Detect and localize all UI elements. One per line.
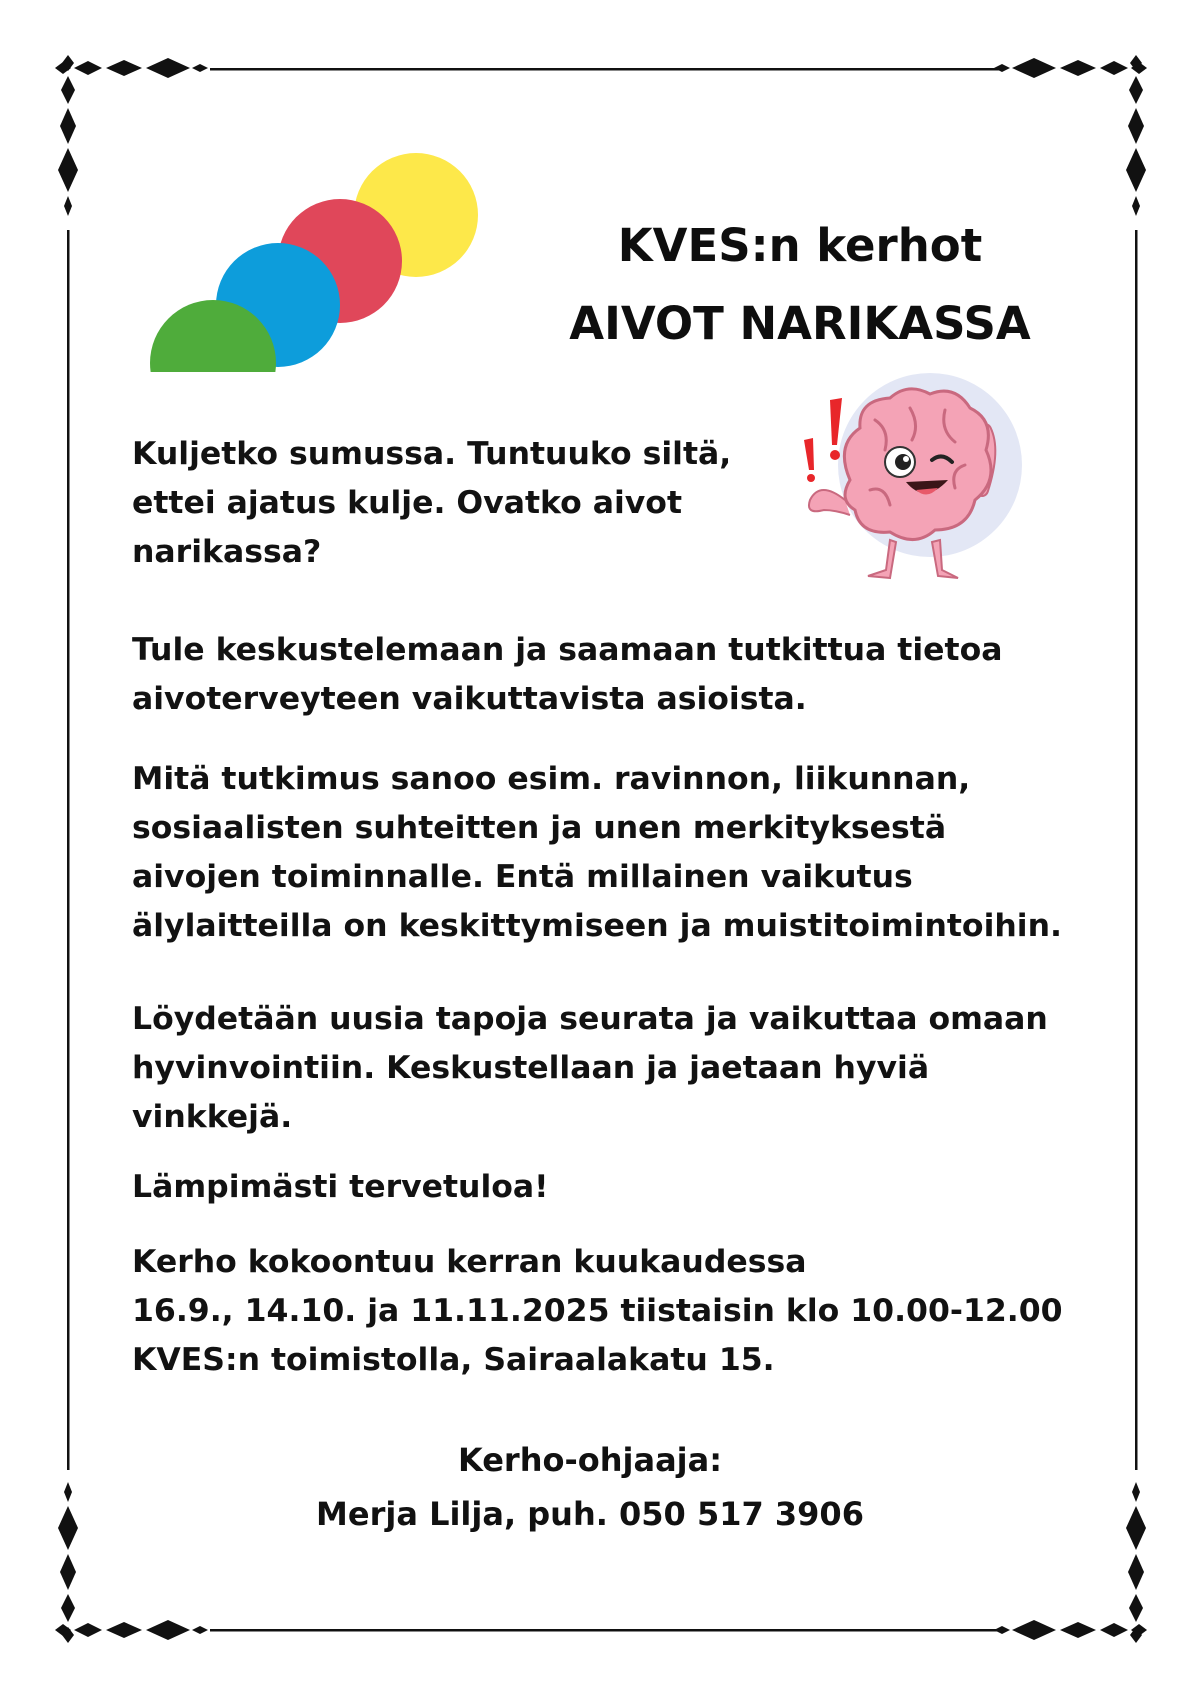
- intro-line: Kuljetko sumussa. Tuntuuko siltä,: [132, 436, 732, 472]
- contact-label: Kerho-ohjaaja:: [457, 1441, 723, 1479]
- welcome-text: Lämpimästi tervetuloa!: [132, 1169, 549, 1205]
- tips-line: hyvinvointiin. Keskustellaan ja jaetaan hyviä: [132, 1050, 930, 1086]
- research-line: Mitä tutkimus sanoo esim. ravinnon, liikunnan,: [132, 761, 971, 797]
- contact-details: Merja Lilja, puh. 050 517 3906: [316, 1495, 864, 1533]
- tips-paragraph: [132, 995, 1048, 1142]
- schedule-line: KVES:n toimistolla, Sairaalakatu 15.: [132, 1342, 775, 1378]
- schedule-line: Kerho kokoontuu kerran kuukaudessa: [132, 1244, 807, 1280]
- tips-line: vinkkejä.: [132, 1099, 293, 1135]
- invite-line: aivoterveyteen vaikuttavista asioista.: [132, 681, 807, 717]
- tips-line: Löydetään uusia tapoja seurata ja vaikuttaa omaan: [132, 1001, 1048, 1037]
- research-line: sosiaalisten suhteitten ja unen merkityksestä: [132, 810, 947, 846]
- research-line: älylaitteilla on keskittymiseen ja muistitoimintoihin.: [132, 908, 1062, 944]
- research-line: aivojen toiminnalle. Entä millainen vaikutus: [132, 859, 913, 895]
- page-subtitle: AIVOT NARIKASSA: [569, 297, 1031, 350]
- intro-line: narikassa?: [132, 534, 322, 570]
- winking-brain-icon: [790, 370, 1030, 590]
- research-paragraph: [132, 755, 1062, 951]
- invite-paragraph: [132, 626, 1002, 724]
- intro-paragraph: [132, 430, 731, 577]
- kves-logo: [150, 145, 520, 375]
- invite-line: Tule keskustelemaan ja saamaan tutkittua tietoa: [132, 632, 1003, 668]
- intro-line: ettei ajatus kulje. Ovatko aivot: [132, 485, 683, 521]
- exclamation-icon: [804, 398, 842, 482]
- page-title: KVES:n kerhot: [617, 219, 983, 272]
- schedule-paragraph: [132, 1238, 1063, 1385]
- schedule-line: 16.9., 14.10. ja 11.11.2025 tiistaisin klo 10.00-12.00: [132, 1293, 1063, 1329]
